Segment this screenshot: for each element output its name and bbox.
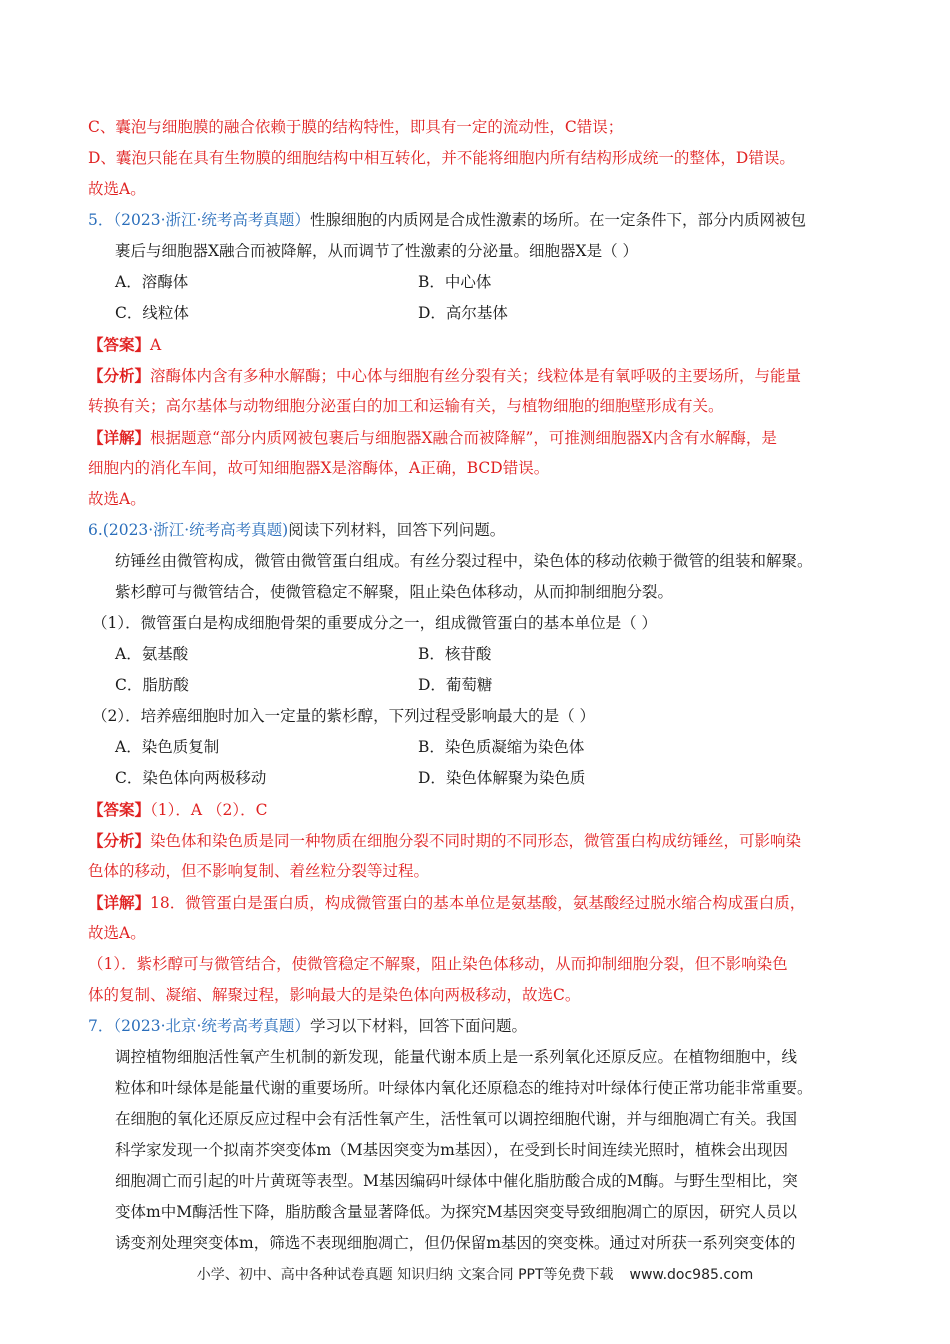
q5-answer-value: A: [150, 336, 162, 354]
q7-stem-text: 学习以下材料，回答下面问题。: [309, 1017, 527, 1035]
q6-answer: [88, 794, 878, 825]
prev-conclusion: 故选A。: [88, 180, 146, 198]
q6-stem-line: [88, 515, 878, 546]
q6-sub1-options-row1: [88, 639, 878, 670]
q5-option-c: C．线粒体: [115, 304, 189, 322]
q6-detail-line2: 故选A。: [88, 924, 146, 942]
q7-material-line4: 科学家发现一个拟南芥突变体m（M基因突变为m基因），在受到长时间连续光照时，植株会出现因: [115, 1141, 789, 1159]
q6-material-line1: 纺锤丝由微管构成，微管由微管蛋白组成。有丝分裂过程中，染色体的移动依赖于微管的组装和解聚。: [115, 552, 813, 570]
q6-detail-tag: 【详解】: [88, 893, 151, 912]
q6-detail-line1: [88, 887, 878, 918]
q6-answer-value: （1）．A （2）．C: [150, 801, 268, 819]
q6-analysis-tag: 【分析】: [88, 831, 151, 850]
q7-material-line6: 变体m中M酶活性下降，脂肪酸含量显著降低。为探究M基因突变导致细胞凋亡的原因，研究人员以: [115, 1203, 797, 1221]
q6-sub1: （1）．微管蛋白是构成细胞骨架的重要成分之一，组成微管蛋白的基本单位是（ ）: [92, 614, 658, 632]
q5-answer: [88, 329, 878, 360]
q6-detail-text1: 18．微管蛋白是蛋白质，构成微管蛋白的基本单位是氨基酸，氨基酸经过脱水缩合构成蛋白质，: [150, 894, 806, 912]
q5-options-row2: [88, 298, 878, 329]
q5-number: 5．: [88, 211, 114, 229]
q6-source: (2023·浙江·统考高考真题): [102, 521, 289, 539]
q6-sub2-option-a: A．染色质复制: [115, 738, 220, 756]
q5-detail-text1: 根据题意“部分内质网被包裹后与细胞器X融合而被降解”，可推测细胞器X内含有水解酶，是: [150, 429, 777, 447]
q5-answer-tag: 【答案】: [88, 335, 151, 354]
document-body: [88, 112, 878, 1259]
q6-analysis-text1: 染色体和染色质是同一种物质在细胞分裂不同时期的不同形态，微管蛋白构成纺锤丝，可影响染: [150, 832, 802, 850]
q7-material-line7: 诱变剂处理突变体m，筛选不表现细胞凋亡，但仍保留m基因的突变株。通过对所获一系列突变体的: [115, 1234, 796, 1252]
q6-sub1-option-c: C．脂肪酸: [115, 676, 189, 694]
q5-stem-line2: 裹后与细胞器X融合而被降解，从而调节了性激素的分泌量。细胞器X是（ ）: [115, 242, 638, 260]
q6-analysis-line1: [88, 825, 878, 856]
prev-option-d-explanation: D、囊泡只能在具有生物膜的细胞结构中相互转化，并不能将细胞内所有结构形成统一的整体，D错误。: [88, 149, 795, 167]
q5-detail-tag: 【详解】: [88, 428, 151, 447]
q5-detail-line1: [88, 422, 878, 453]
footer-url[interactable]: www.doc985.com: [629, 1267, 754, 1283]
q6-sub2-option-b: B．染色质凝缩为染色体: [418, 738, 585, 756]
q6-detail-line3: （1）．紫杉醇可与微管结合，使微管稳定不解聚，阻止染色体移动，从而抑制细胞分裂，但不影响染色: [88, 955, 788, 973]
q7-stem-line: [88, 1011, 878, 1042]
q6-sub2-options-row2: [88, 763, 878, 794]
q5-option-d: D．高尔基体: [418, 304, 508, 322]
q6-sub1-option-b: B．核苷酸: [418, 645, 492, 663]
page-footer: [0, 1264, 950, 1284]
footer-text: 小学、初中、高中各种试卷真题 知识归纳 文案合同 PPT等免费下载: [196, 1267, 614, 1283]
q6-number: 6.: [88, 521, 103, 539]
q6-stem-text: 阅读下列材料，回答下列问题。: [288, 521, 506, 539]
q7-source: （2023·北京·统考高考真题）: [113, 1017, 310, 1035]
q6-sub1-option-a: A．氨基酸: [115, 645, 189, 663]
q7-material-line2: 粒体和叶绿体是能量代谢的重要场所。叶绿体内氧化还原稳态的维持对叶绿体行使正常功能非常重要。: [115, 1079, 813, 1097]
q5-stem-text1: 性腺细胞的内质网是合成性激素的场所。在一定条件下，部分内质网被包: [309, 211, 806, 229]
q5-source: （2023·浙江·统考高考真题）: [113, 211, 310, 229]
q5-detail-line2: 细胞内的消化车间，故可知细胞器X是溶酶体，A正确，BCD错误。: [88, 459, 550, 477]
q5-stem-line1: [88, 205, 878, 236]
q7-material-line5: 细胞凋亡而引起的叶片黄斑等表型。M基因编码叶绿体中催化脂肪酸合成的M酶。与野生型相比，突: [115, 1172, 798, 1190]
q6-sub2-options-row1: [88, 732, 878, 763]
q5-analysis-text1: 溶酶体内含有多种水解酶；中心体与细胞有丝分裂有关；线粒体是有氧呼吸的主要场所，与能量: [150, 367, 802, 385]
q7-number: 7．: [88, 1017, 114, 1035]
q5-conclusion: 故选A。: [88, 490, 146, 508]
q5-options-row1: [88, 267, 878, 298]
q6-sub2-option-d: D．染色体解聚为染色质: [418, 769, 586, 787]
q6-sub2-option-c: C．染色体向两极移动: [115, 769, 267, 787]
q6-sub2: （2）．培养癌细胞时加入一定量的紫杉醇，下列过程受影响最大的是（ ）: [92, 707, 596, 725]
q5-option-a: A．溶酶体: [115, 273, 189, 291]
q6-analysis-line2: 色体的移动，但不影响复制、着丝粒分裂等过程。: [88, 862, 430, 880]
q6-answer-tag: 【答案】: [88, 800, 151, 819]
q5-analysis-line2: 转换有关；高尔基体与动物细胞分泌蛋白的加工和运输有关，与植物细胞的细胞壁形成有关。: [88, 397, 724, 415]
q7-material-line1: 调控植物细胞活性氧产生机制的新发现，能量代谢本质上是一系列氧化还原反应。在植物细胞中，线: [115, 1048, 798, 1066]
q5-analysis-line1: [88, 360, 878, 391]
prev-option-c-explanation: C、囊泡与细胞膜的融合依赖于膜的结构特性，即具有一定的流动性，C错误；: [88, 118, 624, 136]
q6-material-line2: 紫杉醇可与微管结合，使微管稳定不解聚，阻止染色体移动，从而抑制细胞分裂。: [115, 583, 674, 601]
q6-detail-line4: 体的复制、凝缩、解聚过程，影响最大的是染色体向两极移动，故选C。: [88, 986, 581, 1004]
q7-material-line3: 在细胞的氧化还原反应过程中会有活性氧产生，活性氧可以调控细胞代谢，并与细胞凋亡有关。我国: [115, 1110, 798, 1128]
q5-analysis-tag: 【分析】: [88, 366, 151, 385]
q5-option-b: B．中心体: [418, 273, 492, 291]
q6-sub1-options-row2: [88, 670, 878, 701]
q6-sub1-option-d: D．葡萄糖: [418, 676, 493, 694]
